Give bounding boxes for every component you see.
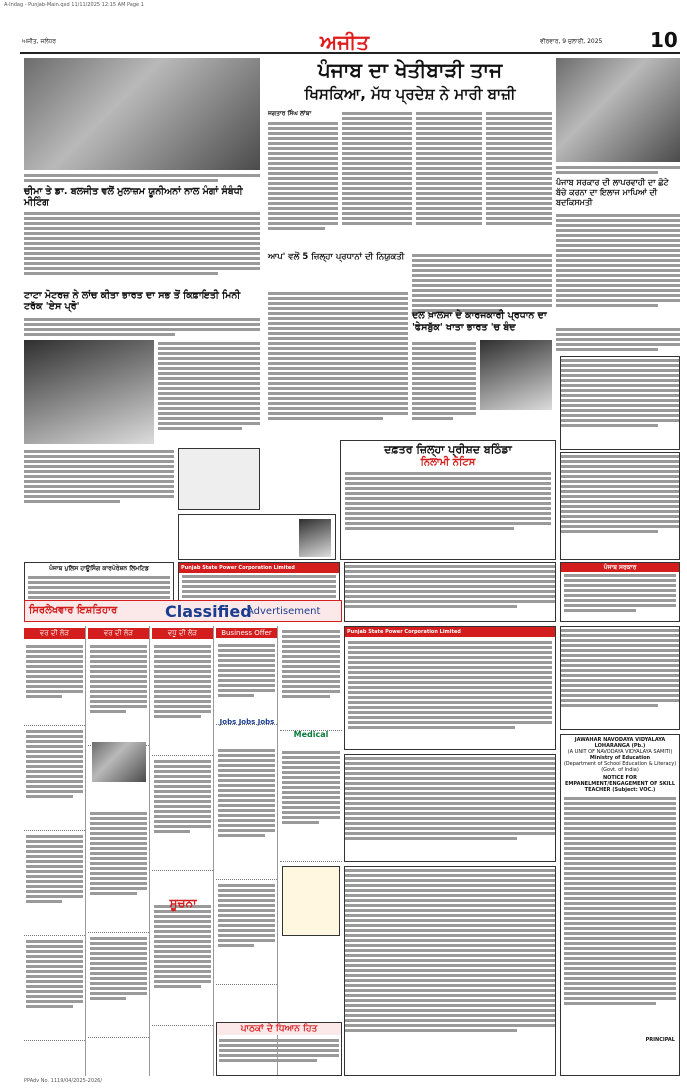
classified-section-1: ਵਰ ਦੀ ਲੋੜ [24, 628, 85, 639]
left-story-2-tail [24, 448, 174, 510]
caption-ministers [24, 172, 260, 184]
classified-col-5 [280, 626, 342, 1076]
paathka-title: ਪਾਠਕਾਂ ਦੇ ਧਿਆਨ ਹਿਤ [217, 1023, 341, 1035]
photo-right-top [556, 58, 680, 162]
classified-col-4 [216, 626, 278, 1076]
paathka-box [216, 1022, 342, 1076]
classified-punjabi-title: ਸਿਰਲੇਖਵਾਰ ਇਸ਼ਤਿਹਾਰ [29, 605, 118, 616]
soochna-label: ਸੂਚਨਾ [169, 896, 197, 910]
footer-adv-no: PPAdv No. 1119/04/2025-2026/ [24, 1078, 103, 1084]
aap-sub-headline: ਆਪ' ਵਲੋਂ 5 ਜ਼ਿਲ੍ਹਾ ਪ੍ਰਧਾਨਾਂ ਦੀ ਨਿਯੁਕਤੀ [268, 252, 405, 262]
section-label: ਅਜੀਤ, ਜਲੰਧਰ [22, 38, 57, 45]
photo-dal-khalsa-leader [480, 340, 552, 410]
left-story-2-headline: ਟਾਟਾ ਮੋਟਰਜ਼ ਨੇ ਲਾਂਚ ਕੀਤਾ ਭਾਰਤ ਦਾ ਸਭ ਤੋਂ ਕਿਫ਼ਾਇਤੀ ਮਿਨੀ ਟਰੱਕ 'ਏਸ ਪ੍ਰੋ' [24, 290, 241, 312]
top-strip [4, 2, 684, 10]
left-story-1-headline: ਚੀਮਾ ਤੇ ਡਾ. ਬਲਜੀਤ ਵਲੋਂ ਮੁਲਾਜ਼ਮ ਯੂਨੀਅਨਾਂ ਨਾਲ ਮੰਗਾਂ ਸੰਬੰਧੀ ਮੀਟਿੰਗ [24, 186, 243, 208]
medical-label: Medical [293, 730, 329, 739]
photo-person-notice [299, 519, 331, 557]
notice-pspcl-2 [344, 626, 556, 750]
photo-tata-ace-pro [24, 340, 154, 444]
jnv-gov: (Govt. of India) [601, 767, 639, 773]
footer-strip [24, 1078, 680, 1086]
police-housing-title: ਪੰਜਾਬ ਪੁਲਿਸ ਹਾਊਸਿੰਗ ਕਾਰਪੋਰੇਸ਼ਨ ਲਿਮਟਿਡ [49, 565, 149, 572]
main-story-col-4 [486, 110, 552, 248]
notice-right-govt [560, 626, 680, 730]
main-headline-2: ਖਿਸਕਿਆ, ਮੱਧ ਪ੍ਰਦੇਸ਼ ਨੇ ਮਾਰੀ ਬਾਜ਼ੀ [304, 85, 516, 103]
photo-classified-people [92, 742, 146, 782]
main-story-col-1 [268, 120, 338, 248]
notice-punjab-sarkar [560, 562, 680, 622]
classified-col-2 [88, 626, 150, 1076]
aap-story-body [268, 290, 408, 440]
pspcl-2-title: Punjab State Power Corporation Limited [345, 627, 555, 637]
classified-section-3: ਵਧੂ ਦੀ ਲੋੜ [152, 628, 213, 639]
notice-right-small-2 [560, 452, 680, 560]
right-story-1-body [556, 212, 680, 322]
main-story-col-2 [342, 110, 412, 248]
jnv-notice: NOTICE FOR EMPANELMENT/ENGAGEMENT OF SKILL TEACHER (Subject: VOC.) [565, 775, 675, 793]
main-byline: ਜਗਤਾਰ ਸਿੰਘ ਲਾਂਬਾ [268, 110, 312, 117]
notice-right-small [560, 356, 680, 450]
notice-jnv [560, 734, 680, 1076]
right-story-1-headline: ਪੰਜਾਬ ਸਰਕਾਰ ਦੀ ਲਾਪਰਵਾਹੀ ਦਾ ਛੋਟੇ ਬੱਚੇ ਕਰਨਾ ਦਾ ਇਲਾਜ ਮਾਪਿਆਂ ਦੀ ਬਦਕਿਸਮਤੀ [556, 178, 669, 207]
ajit-promo-box [282, 866, 340, 936]
caption-right-top [556, 164, 680, 176]
jnv-title: JAWAHAR NAVODAYA VIDYALAYA LOHARANGA (Pb.) [574, 737, 666, 749]
classified-subtitle: Advertisement [247, 606, 321, 617]
left-story-2-body [24, 316, 260, 340]
jobs-label: Jobs Jobs Jobs [219, 718, 275, 726]
masthead-logo: ਅਜੀਤ [320, 30, 370, 54]
main-story-col-3 [416, 110, 482, 248]
left-story-1-body [24, 210, 260, 284]
classified-col-3 [152, 626, 214, 1076]
masthead [20, 28, 680, 54]
classified-section-4: Business Offer [216, 628, 277, 638]
notice-middle-2 [344, 866, 556, 1076]
photo-ministers-meeting [24, 58, 260, 170]
small-ad-left [178, 448, 260, 510]
notice-zila-parishad-title: ਦਫ਼ਤਰ ਜ਼ਿਲ੍ਹਾ ਪ੍ਰੀਸ਼ਦ ਬਠਿੰਡਾ [384, 443, 512, 456]
right-story-2-body [412, 340, 476, 440]
notice-zila-parishad [340, 440, 556, 560]
jnv-ministry: Ministry of Education [589, 755, 651, 761]
notice-punjab-middle [344, 562, 556, 622]
jnv-dept: (Department of School Education & Literacy) [563, 761, 677, 767]
classified-col-1 [24, 626, 86, 1076]
classified-title: Classified [165, 602, 252, 621]
notice-center-left [178, 514, 336, 560]
pspcl-1-title: Punjab State Power Corporation Limited [179, 563, 339, 573]
left-story-2-body-col [158, 340, 260, 444]
classified-section-2: ਵਰ ਦੀ ਲੋੜ [88, 628, 149, 639]
jnv-sub: (A UNIT OF NAVODAYA VIDYALAYA SAMITI) [567, 749, 673, 755]
page-number: 10 [650, 28, 678, 52]
main-headline-1: ਪੰਜਾਬ ਦਾ ਖੇਤੀਬਾੜੀ ਤਾਜ [317, 58, 503, 82]
right-story-2-headline: ਦਲ ਖ਼ਾਲਸਾ ਦੇ ਕਾਰਜਕਾਰੀ ਪ੍ਰਧਾਨ ਦਾ 'ਫੇਸਬੁੱਕ' ਖਾਤਾ ਭਾਰਤ 'ਚ ਬੰਦ [412, 310, 547, 333]
jnv-principal: PRINCIPAL [645, 1037, 675, 1043]
right-story-2-body-2 [556, 326, 680, 356]
masthead-date: ਵੀਰਵਾਰ, 9 ਜੁਲਾਈ, 2025 [540, 38, 603, 45]
notice-nilami-title: ਨਿਲਾਮੀ ਨੋਟਿਸ [420, 457, 476, 468]
punjab-sarkar-title: ਪੰਜਾਬ ਸਰਕਾਰ [561, 563, 679, 572]
top-strip-info: A-Indag - Punjab-Main.qxd 11/11/2025 12:15 AM Page 1 [4, 2, 144, 8]
classified-header [24, 600, 342, 622]
notice-middle-1 [344, 754, 556, 862]
